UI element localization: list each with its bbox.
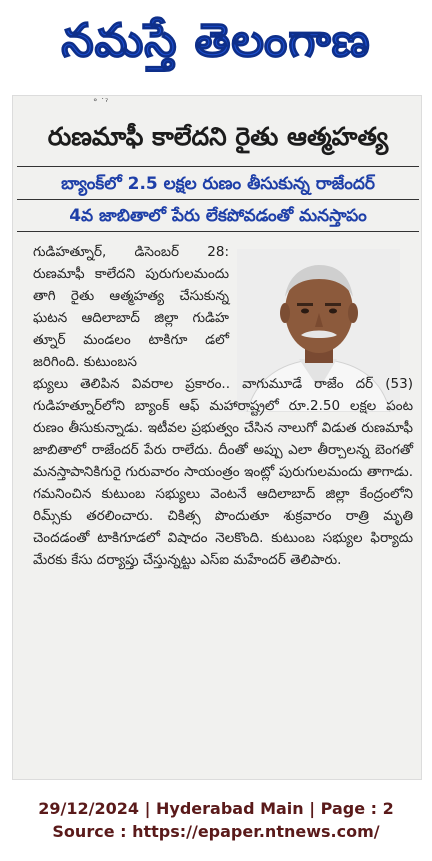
article-subhead-2: 4వ జాబితాలో పేరు లేకపోవడంతో మనస్తాపం [69,206,367,226]
article-body-intro: గుడిహత్నూర్, డిసెంబర్ 28: రుణమాఫీ కాలేదని పురుగులమందు తాగి రైతు ఆత్మహత్య చేసుకున్న ఘటన ఆదిలాబాద్ జిల్లా గుడిహ త్నూర్ మండలం టాకిగూ డలో జరిగింది. కుటుంబస [33,244,229,370]
article-body [33,241,413,571]
masthead [0,0,432,92]
footer-source: Source : https://epaper.ntnews.com/ [52,822,380,841]
footer-date-edition: 29/12/2024 | Hyderabad Main | Page : 2 [38,799,394,818]
divider [17,231,419,232]
news-clipping [12,95,422,780]
divider [17,199,419,200]
article-headline: రుణమాఫీ కాలేదని రైతు ఆత్మహత్య [47,122,389,151]
page-mark: ° ˙ˀ [93,98,109,108]
article-subhead-1: బ్యాంక్‌లో 2.5 లక్షల రుణం తీసుకున్న రాజేందర్ [61,174,375,194]
article-body-main: భ్యులు తెలిపిన వివరాల ప్రకారం.. వాగుమూడే రాజేం దర్ (53) గుడిహత్నూర్‌లోని బ్యాంక్ ఆఫ్ మహారాష్ట్రలో రూ.2.50 లక్షల పంట రుణం తీసుకున్నాడు. ఇటీవల ప్రభుత్వం చేసిన నాలుగో విడుత రుణమాఫీ జాబితాలో రాజేందర్ పేరు రాలేదు. దీంతో అప్పు ఎలా తీర్చాలన్న బెంగతో మనస్తాపానికిగురై గురువారం సాయంత్రం ఇంట్లో పురుగులమందు తాగాడు. గమనించిన కుటుంబ సభ్యులు వెంటనే ఆదిలాబాద్ జిల్లా కేంద్రంలోని రిమ్స్‌కు తరలించారు. చికిత్స పొందుతూ శుక్రవారం రాత్రి మృతి చెందడంతో టాకిగూడలో విషాదం నెలకొంది. కుటుంబ సభ్యుల ఫిర్యాదు మేరకు కేసు దర్యాప్తు చేస్తున్నట్టు ఎస్ఐ మహేందర్ తెలిపారు. [33,376,413,568]
divider [17,166,419,167]
newspaper-title: నమస్తే తెలంగాణ [61,13,371,67]
